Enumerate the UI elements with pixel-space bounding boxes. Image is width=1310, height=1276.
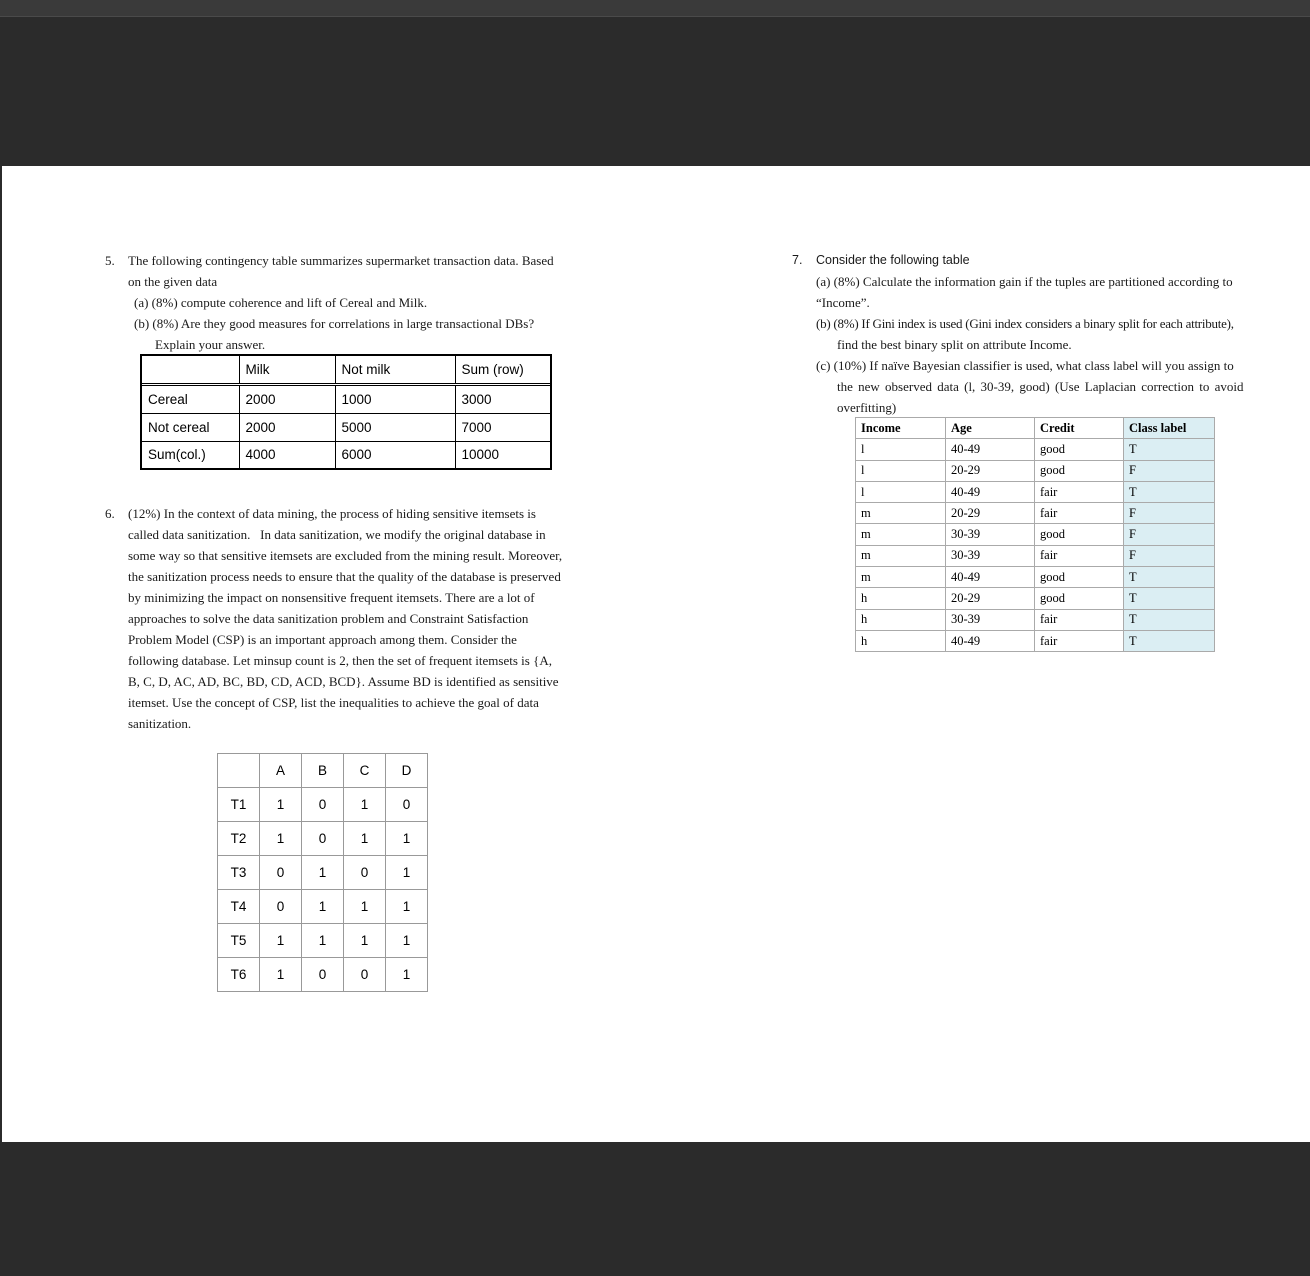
table-cell: 1 [344, 924, 386, 958]
table-cell: good [1035, 567, 1124, 588]
q6-line: B, C, D, AC, AD, BC, BD, CD, ACD, BCD}. Assume BD is identified as sensitive [128, 674, 559, 689]
table-cell: l [856, 460, 946, 481]
table-cell: F [1124, 460, 1215, 481]
table-cell: 20-29 [946, 460, 1035, 481]
table-cell: Sum (row) [455, 355, 551, 383]
document-page [2, 166, 1310, 1142]
table-cell: 40-49 [946, 630, 1035, 651]
table-cell: 1 [344, 788, 386, 822]
q7-part-c: (c) (10%) If naïve Bayesian classifier is used, what class label will you assign to [816, 358, 1234, 373]
table-cell: 40-49 [946, 567, 1035, 588]
table-cell: good [1035, 524, 1124, 545]
table-cell: T [1124, 630, 1215, 651]
table-cell: 20-29 [946, 503, 1035, 524]
table-cell: 0 [302, 958, 344, 992]
q5-part-b: (b) (8%) Are they good measures for correlations in large transactional DBs? [134, 316, 535, 331]
table-cell: Credit [1035, 418, 1124, 439]
table-cell: good [1035, 460, 1124, 481]
table-cell: 7000 [455, 413, 551, 441]
table-cell: 10000 [455, 441, 551, 469]
table-cell: 6000 [335, 441, 455, 469]
transaction-table [217, 753, 428, 992]
table-row [218, 958, 428, 992]
table-row [141, 413, 551, 441]
table-row [856, 439, 1215, 460]
q6-line: itemset. Use the concept of CSP, list the inequalities to achieve the goal of data [128, 695, 539, 710]
table-cell: 40-49 [946, 439, 1035, 460]
table-cell: 20-29 [946, 588, 1035, 609]
question-7 [792, 250, 1277, 418]
table-row [218, 890, 428, 924]
table-row [856, 630, 1215, 651]
q7-line: overfitting) [837, 400, 897, 415]
table-cell: 0 [344, 856, 386, 890]
q6-line: Problem Model (CSP) is an important approach among them. Consider the [128, 632, 517, 647]
table-row [218, 822, 428, 856]
table-cell: h [856, 588, 946, 609]
table-cell: T [1124, 481, 1215, 502]
table-cell: 0 [302, 788, 344, 822]
question-5-number: 5. [105, 253, 115, 268]
q7-part-b: (b) (8%) If Gini index is used (Gini index considers a binary split for each attribute), [816, 316, 1234, 331]
table-cell: B [302, 754, 344, 788]
table-cell: m [856, 545, 946, 566]
q7-line: the new observed data (l, 30-39, good) (Use Laplacian correction to avoid [837, 379, 1244, 394]
table-header-row [218, 754, 428, 788]
table-row [218, 856, 428, 890]
question-7-number: 7. [792, 253, 803, 267]
q7-title: Consider the following table [816, 253, 970, 267]
q5-line: on the given data [128, 274, 218, 289]
table-cell: l [856, 481, 946, 502]
table-cell: 1 [386, 856, 428, 890]
q6-line: some way so that sensitive itemsets are excluded from the mining result. Moreover, [128, 548, 563, 563]
table-cell: 1 [386, 924, 428, 958]
table-cell: fair [1035, 545, 1124, 566]
table-cell: 1 [260, 788, 302, 822]
table-cell [218, 754, 260, 788]
table-cell: Cereal [141, 385, 239, 413]
table-cell: 0 [260, 890, 302, 924]
top-toolbar [0, 0, 1310, 17]
table-cell: 5000 [335, 413, 455, 441]
q6-line: following database. Let minsup count is 2, then the set of frequent itemsets is {A, [128, 653, 552, 668]
table-cell: Income [856, 418, 946, 439]
table-cell: Sum(col.) [141, 441, 239, 469]
table-cell: 1 [302, 924, 344, 958]
table-cell: T [1124, 609, 1215, 630]
table-row [856, 460, 1215, 481]
q7-part-a: (a) (8%) Calculate the information gain if the tuples are partitioned according to [816, 274, 1233, 289]
table-row [856, 609, 1215, 630]
table-cell: T [1124, 588, 1215, 609]
q6-line: by minimizing the impact on nonsensitive frequent itemsets. There are a lot of [128, 590, 535, 605]
table-cell: m [856, 503, 946, 524]
table-cell: 1 [302, 890, 344, 924]
table-cell: m [856, 567, 946, 588]
table-cell: fair [1035, 609, 1124, 630]
table-cell: 1 [344, 822, 386, 856]
table-cell: good [1035, 588, 1124, 609]
q6-line: the sanitization process needs to ensure that the quality of the database is preserved [128, 569, 561, 584]
table-cell: T [1124, 567, 1215, 588]
table-cell: fair [1035, 481, 1124, 502]
table-cell: good [1035, 439, 1124, 460]
table-cell: 3000 [455, 385, 551, 413]
q6-line: approaches to solve the data sanitization problem and Constraint Satisfaction [128, 611, 529, 626]
table-row [856, 524, 1215, 545]
question-5 [105, 250, 590, 355]
q6-line: sanitization. [128, 716, 192, 731]
table-row [218, 788, 428, 822]
table-cell: 30-39 [946, 545, 1035, 566]
table-cell: 0 [386, 788, 428, 822]
table-cell: 2000 [239, 413, 335, 441]
table-row [856, 503, 1215, 524]
contingency-table [140, 354, 552, 470]
table-cell: Class label [1124, 418, 1215, 439]
table-cell: 1 [386, 958, 428, 992]
table-cell: Milk [239, 355, 335, 383]
table-cell: fair [1035, 503, 1124, 524]
table-cell: T1 [218, 788, 260, 822]
table-cell: 0 [260, 856, 302, 890]
table-cell: T2 [218, 822, 260, 856]
question-6-number: 6. [105, 506, 115, 521]
table-cell: A [260, 754, 302, 788]
q6-line: (12%) In the context of data mining, the process of hiding sensitive itemsets is [128, 506, 536, 521]
table-cell: 1 [260, 822, 302, 856]
table-cell: 30-39 [946, 609, 1035, 630]
table-cell: h [856, 630, 946, 651]
training-data-table [855, 417, 1215, 652]
table-cell: 1 [302, 856, 344, 890]
table-row [856, 567, 1215, 588]
table-cell: T4 [218, 890, 260, 924]
table-row [856, 481, 1215, 502]
table-header-row [141, 355, 551, 383]
table-cell: F [1124, 503, 1215, 524]
table-cell: 1 [386, 890, 428, 924]
q6-line: called data sanitization. In data sanitization, we modify the original database in [128, 527, 546, 542]
table-cell: C [344, 754, 386, 788]
table-cell: Not milk [335, 355, 455, 383]
table-cell: fair [1035, 630, 1124, 651]
q7-line: “Income”. [816, 295, 870, 310]
q5-part-a: (a) (8%) compute coherence and lift of Cereal and Milk. [134, 295, 428, 310]
table-cell: T6 [218, 958, 260, 992]
table-cell [141, 355, 239, 383]
table-cell: 2000 [239, 385, 335, 413]
table-header-row [856, 418, 1215, 439]
q5-line: The following contingency table summarizes supermarket transaction data. Based [128, 253, 554, 268]
table-cell: 40-49 [946, 481, 1035, 502]
table-cell: 30-39 [946, 524, 1035, 545]
table-cell: F [1124, 545, 1215, 566]
table-cell: T5 [218, 924, 260, 958]
table-row [141, 385, 551, 413]
table-cell: 1 [260, 958, 302, 992]
table-cell: 1000 [335, 385, 455, 413]
table-cell: F [1124, 524, 1215, 545]
table-cell: h [856, 609, 946, 630]
table-row [856, 545, 1215, 566]
q7-line: find the best binary split on attribute Income. [837, 337, 1072, 352]
table-cell: 4000 [239, 441, 335, 469]
table-row [856, 588, 1215, 609]
table-row [141, 441, 551, 469]
q5-line: Explain your answer. [155, 337, 266, 352]
table-cell: Not cereal [141, 413, 239, 441]
table-cell: Age [946, 418, 1035, 439]
table-cell: D [386, 754, 428, 788]
table-cell: 1 [344, 890, 386, 924]
table-cell: T3 [218, 856, 260, 890]
table-cell: 0 [344, 958, 386, 992]
table-row [218, 924, 428, 958]
table-cell: 1 [260, 924, 302, 958]
table-cell: l [856, 439, 946, 460]
table-cell: m [856, 524, 946, 545]
table-cell: 1 [386, 822, 428, 856]
table-cell: T [1124, 439, 1215, 460]
table-cell: 0 [302, 822, 344, 856]
question-6 [105, 503, 590, 734]
